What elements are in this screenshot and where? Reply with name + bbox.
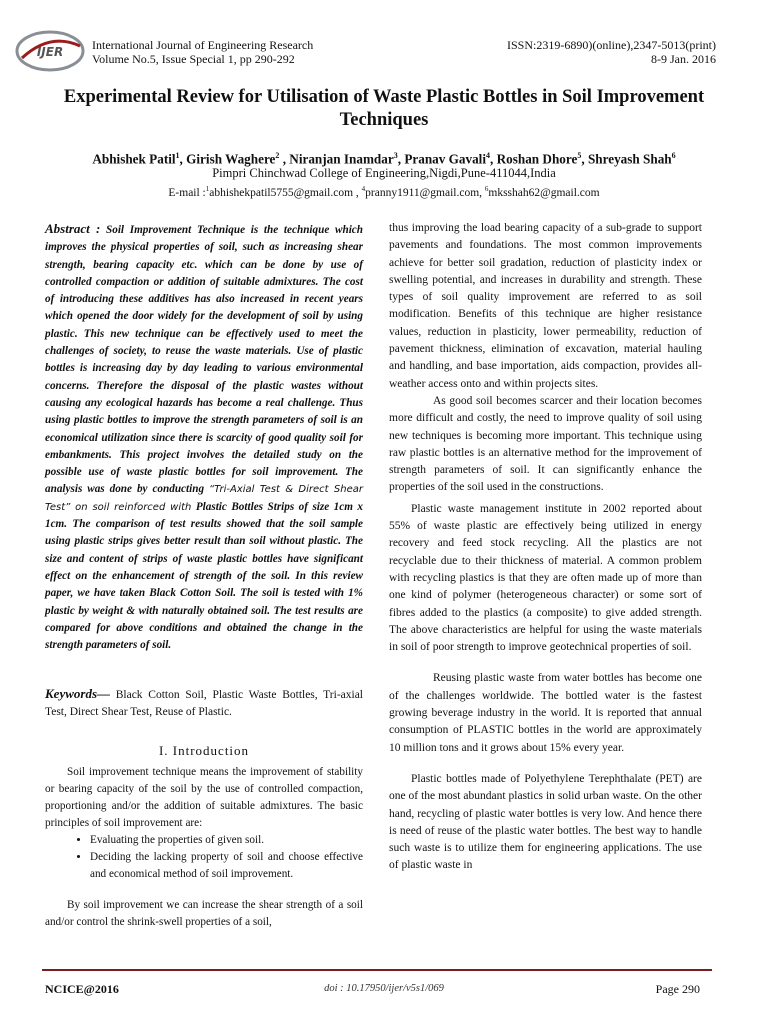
affiliation: Pimpri Chinchwad College of Engineering,Nigdi,Pune-411044,India xyxy=(212,166,556,180)
abstract-label: Abstract : xyxy=(45,221,101,236)
journal-logo-icon xyxy=(14,28,86,74)
paragraph: thus improving the load bearing capacity of a sub-grade to support pavements and foundations. The most common improvements achieve for better soil gradation, reduction of plasticity index or swelling potential, and increases in durability and strength. These types of soil quality improvement are referred to as soil modification. Benefits of this technique are higher resistance values, reduction in plasticity, lower permeability, reduction of pavement thickness, elimination of excavation, material hauling and handling, and base importation, aids compaction, provides all-weather access onto and within projects sites. xyxy=(389,222,702,390)
journal-volume: Volume No.5, Issue Special 1, pp 290-292 xyxy=(92,52,295,66)
issn-header xyxy=(507,38,716,66)
conference-date: 8-9 Jan. 2016 xyxy=(651,52,716,66)
doi[interactable]: doi : 10.17950/ijer/v5s1/069 xyxy=(324,983,444,994)
author: Roshan Dhore xyxy=(496,151,578,167)
journal-name: International Journal of Engineering Research xyxy=(92,38,314,52)
author: Niranjan Inamdar xyxy=(289,151,394,167)
svg-text:IJER: IJER xyxy=(36,45,64,59)
paragraph: As good soil becomes scarcer and their location becomes more difficult and costly, the need to improve quality of soil using new techniques is becoming more important. This technique using raw plastic bottles is an alternative method for the improvement of strength parameters of soil. It can significantly enhance the properties of the soil used in the constructions. xyxy=(389,394,702,494)
email-link[interactable]: abhishekpatil5755@gmail.com , xyxy=(209,186,359,199)
right-column xyxy=(389,220,702,875)
keywords-label: Keywords— xyxy=(45,686,110,701)
section-heading: I. Introduction xyxy=(158,743,250,758)
abstract-text: Soil Improvement Technique is the technique which improves the physical properties of soil, such as increasing shear strength, bearing capacity etc. which can be done by use of controlled compaction or addition of suitable admixtures. The cost of introducing these additives has also increased in recent years which opened the door widely for the development of soil by using plastic. This new technique can be effectively used to meet the challenges of society, to reuse the waste materials. Use of plastic bottles is increasing day by day leading to various environmental concerns. Therefore the disposal of the plastic wastes without causing any ecological hazards has become a real challenge. Thus using plastic bottles to improve the strength parameters of soil is an economical utilization since there is scarcity of good quality soil for embankments. This project involves the detailed study on the possible use of waste plastic bottles for soil improvement. The analysis was done by conducting xyxy=(45,224,363,496)
author-list: Abhishek Patil$^1$, Girish Waghere$^2$ , Niranjan Inamdar$^3$, Pranav Gavali$^4$, Roshan Dhore$^5$, Shreyash Shah$^6$ xyxy=(92,151,676,167)
paragraph: By soil improvement we can increase the shear strength of a soil and/or control the shrink-swell properties of a soil, xyxy=(45,899,363,928)
issn: ISSN:2319-6890)(online),2347-5013(print) xyxy=(507,38,716,52)
email-link[interactable]: pranny1911@gmail.com, xyxy=(365,186,483,199)
footer-divider xyxy=(42,969,712,971)
paper-title: Experimental Review for Utilisation of Waste Plastic Bottles in Soil Improvement Techniques xyxy=(63,87,705,130)
abstract-test-names: “Tri-Axial Test & Direct Shear Test” on soil reinforced with xyxy=(45,484,363,513)
list-item: • Deciding the lacking property of soil and choose effective and economical method of soil improvement. xyxy=(90,849,363,883)
email-line: E-mail :$^1$abhishekpatil5755@gmail.com , $^4$pranny1911@gmail.com, $^6$mksshah62@gmail.com xyxy=(168,185,600,199)
introduction-body xyxy=(45,764,363,931)
paragraph: Soil improvement technique means the improvement of stability or bearing capacity of the soil by the use of controlled compaction, proportioning and/or the addition of suitable admixtures. The basic principles of soil improvement are: xyxy=(45,766,363,829)
page-number: Page 290 xyxy=(655,982,700,996)
abstract-text-continued: Plastic Bottles Strips of size 1cm x 1cm. The comparison of test results showed that the soil sample using plastic strips gives better result than soil without plastic. The size and content of strips of waste plastic bottles have significant effect on the enhancement of strength of the soil. In this review paper, we have taken Black Cotton Soil. The soil is tested with 1% plastic by weight & with naturally obtained soil. The test results are compared for above conditions and obtained the change in the strength parameters of soil. xyxy=(45,500,363,652)
author: Pranav Gavali xyxy=(404,151,487,167)
paragraph: Plastic waste management institute in 2002 reported about 55% of waste plastic are effectively being utilized in energy recovery and feed stock recycling. All the plastics are not recyclable due to their thickness of material. A common problem with recycling plastics is that they are often made up of more than one kind of polymer (heterogeneous character) or some sort of fibres added to the plastics (a composite) to give added strength. The above characteristics are helpful for using the waste materials in soil of poor strength to improve geotechnical properties of soil. xyxy=(389,502,702,654)
keywords xyxy=(45,685,363,722)
journal-header xyxy=(92,38,313,66)
paragraph: Reusing plastic waste from water bottles has become one of the challenges worldwide. The bottled water is the fastest growing beverage industry in the world. It is reported that annual consumption of PLASTIC bottles in the world are approximately 10 million tons and it grows about 15% every year. xyxy=(389,672,702,754)
paragraph: Plastic bottles made of Polyethylene Terephthalate (PET) are one of the most abundant plastics in solid urban waste. On the other hand, recycling of plastic water bottles is very low. And hence there is need of reuse of the plastic water bottles. The best way to handle such waste is to utilize them for engineering applications. The use of plastic waste in xyxy=(389,772,702,872)
list-item: • Evaluating the properties of given soil. xyxy=(90,832,363,849)
author: Shreyash Shah xyxy=(587,151,672,167)
bullet-list xyxy=(45,832,363,883)
author: Abhishek Patil xyxy=(92,151,176,167)
conference-tag: NCICE@2016 xyxy=(45,982,119,996)
email-link[interactable]: mksshah62@gmail.com xyxy=(488,186,600,199)
abstract xyxy=(45,220,363,654)
author: Girish Waghere xyxy=(186,151,276,167)
keywords-text: Black Cotton Soil, Plastic Waste Bottles, Tri-axial Test, Direct Shear Test, Reuse of Plastic. xyxy=(45,689,364,719)
